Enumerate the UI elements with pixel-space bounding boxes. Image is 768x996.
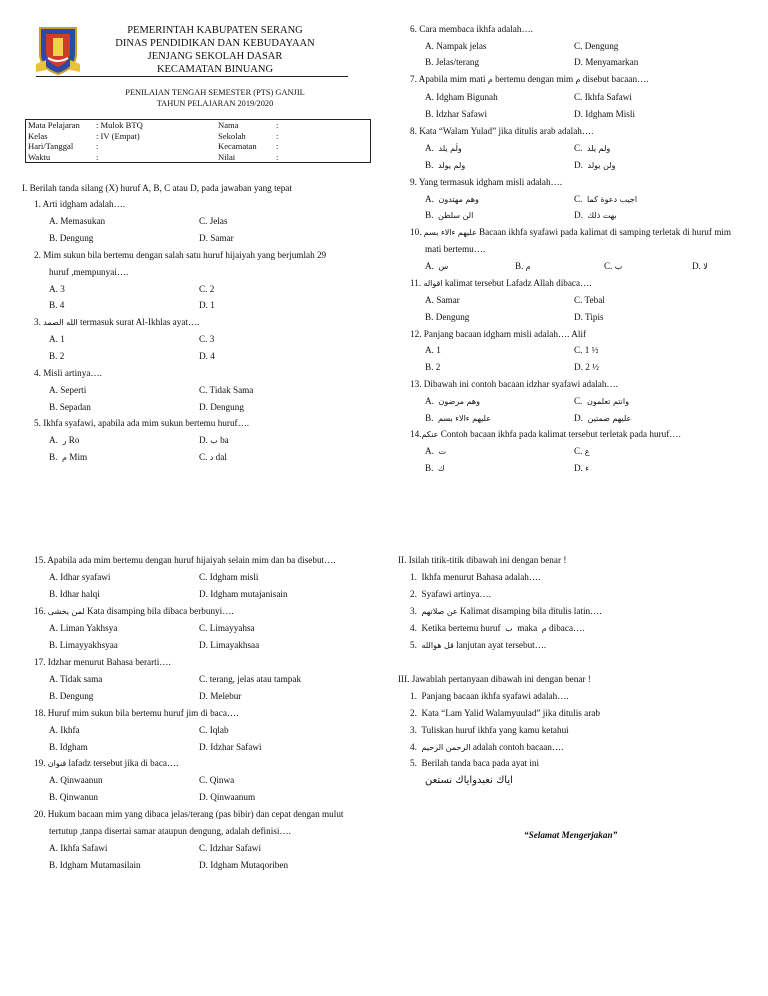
arabic-letter: ت bbox=[438, 447, 447, 456]
question-item-2 bbox=[410, 708, 600, 719]
info-value: : bbox=[276, 120, 279, 130]
option-c: C. 1 ½ bbox=[574, 345, 599, 355]
exam-title: PENILAIAN TENGAH SEMESTER (PTS) GANJIL bbox=[125, 88, 305, 97]
section-1-title: I. Berilah tanda silang (X) huruf A, B, C atau D, pada jawaban yang tepat bbox=[22, 183, 292, 193]
question-item-5 bbox=[410, 758, 539, 769]
option-b: B. Dengung bbox=[49, 233, 94, 243]
info-value: : bbox=[96, 141, 99, 151]
question-number: 10. bbox=[410, 227, 422, 237]
arabic-text: ولم يلد bbox=[587, 144, 611, 153]
question-text: bertemu dengan mim bbox=[495, 74, 574, 84]
question-item-1 bbox=[410, 691, 569, 702]
option-a bbox=[425, 143, 462, 154]
section-3-title: III. Jawablah pertanyaan dibawah ini dengan benar ! bbox=[398, 674, 591, 684]
option-c bbox=[574, 446, 590, 457]
question-text: disebut bacaan…. bbox=[582, 74, 649, 84]
question-number: 11. bbox=[410, 278, 422, 288]
option-letter: C. bbox=[574, 143, 583, 153]
question-text: Kata disamping bila dibaca berbunyi…. bbox=[86, 606, 234, 616]
item-number: 5. bbox=[410, 640, 417, 650]
item-number: 1. bbox=[410, 691, 417, 701]
option-a: A. Seperti bbox=[49, 385, 87, 395]
student-info-table bbox=[25, 119, 371, 163]
info-label: Kecamatan bbox=[218, 141, 257, 151]
item-text: Tuliskan huruf ikhfa yang kamu ketahui bbox=[421, 725, 569, 735]
section-2-title: II. Isilah titik-titik dibawah ini dengan benar ! bbox=[398, 555, 567, 565]
option-d: D. Tipis bbox=[574, 312, 604, 322]
arabic-text: بهت ذلك bbox=[587, 211, 617, 220]
arabic-text: عليهم ءالاء بسم bbox=[438, 414, 491, 423]
question-text: lafadz tersebut jika di baca…. bbox=[68, 758, 179, 768]
arabic-letter: د bbox=[209, 453, 214, 462]
question-text: kalimat tersebut Lafadz Allah dibaca…. bbox=[444, 278, 592, 288]
info-value: : bbox=[276, 141, 279, 151]
option-b: B. 2 bbox=[425, 362, 441, 372]
question-10-cont: mati bertemu…. bbox=[425, 244, 486, 254]
item-text: Ikhfa menurut Bahasa adalah…. bbox=[421, 572, 541, 582]
arabic-letter: ء bbox=[585, 464, 589, 473]
option-d: D. Qinwaanum bbox=[199, 792, 256, 802]
option-d: D. Melebur bbox=[199, 691, 242, 701]
option-b: B. Idhar halqi bbox=[49, 589, 100, 599]
arabic-letter: م bbox=[62, 453, 67, 462]
item-text: Ketika bertemu huruf bbox=[421, 623, 501, 633]
info-label: Nilai bbox=[218, 151, 236, 162]
option-letter: B. bbox=[515, 261, 524, 271]
arabic-text: عليهم ءالاء بسم bbox=[423, 228, 477, 237]
essay-item-2 bbox=[410, 589, 491, 600]
arabic-text: عنكم bbox=[421, 430, 439, 439]
option-c: C. Ikhfa Safawi bbox=[574, 92, 632, 102]
option-a: A. 1 bbox=[49, 334, 65, 344]
essay-item-3 bbox=[410, 606, 602, 617]
question-2-cont: huruf ,mempunyai…. bbox=[49, 267, 129, 277]
info-label: Waktu bbox=[28, 151, 51, 162]
option-b: B. Jelas/terang bbox=[425, 57, 480, 67]
option-letter: A. bbox=[425, 446, 434, 456]
question-text: Contoh bacaan ikhfa pada kalimat tersebut terletak pada huruf…. bbox=[440, 429, 681, 439]
option-b: B. Dengung bbox=[49, 691, 94, 701]
arabic-letter: ع bbox=[584, 447, 590, 456]
arabic-letter: ر bbox=[62, 436, 67, 445]
option-b: B. 4 bbox=[49, 300, 65, 310]
arabic-letter: ك bbox=[438, 464, 445, 473]
option-a bbox=[425, 396, 480, 407]
header-line-3: JENJANG SEKOLAH DASAR bbox=[147, 51, 283, 62]
option-d: D. Idzhar Safawi bbox=[199, 742, 262, 752]
question-19 bbox=[34, 758, 179, 769]
option-b: B. م Mim bbox=[49, 452, 88, 462]
question-5: 5. Ikhfa syafawi, apabila ada mim sukun bertemu huruf…. bbox=[34, 418, 250, 428]
arabic-text: وهم مهتدون bbox=[438, 195, 479, 204]
option-c: C. Iqlab bbox=[199, 725, 229, 735]
option-c bbox=[574, 143, 610, 154]
option-a: A. Nampak jelas bbox=[425, 41, 487, 51]
option-d bbox=[692, 261, 708, 272]
option-a: A. Ikhfa bbox=[49, 725, 80, 735]
option-c: C. Limayyahsa bbox=[199, 623, 255, 633]
option-c: C. Idzhar Safawi bbox=[199, 843, 261, 853]
item-number: 5. bbox=[410, 758, 417, 768]
item-text: adalah contoh bacaan…. bbox=[472, 742, 564, 752]
header-line-1: PEMERINTAH KABUPATEN SERANG bbox=[127, 25, 303, 36]
item-text: Kata “Lam Yalid Walamyuulad” jika ditulis arab bbox=[421, 708, 600, 718]
option-d bbox=[574, 413, 631, 424]
arabic-letter: م bbox=[575, 75, 581, 84]
arabic-text: ولن يولد bbox=[587, 161, 616, 170]
option-b bbox=[425, 413, 491, 424]
essay-item-5 bbox=[410, 640, 546, 651]
arabic-text: ولَم يلد bbox=[438, 144, 462, 153]
option-d: D. Samar bbox=[199, 233, 234, 243]
question-6: 6. Cara membaca ikhfa adalah…. bbox=[410, 24, 533, 34]
option-letter: D. bbox=[574, 160, 583, 170]
option-b: B. 2 bbox=[49, 351, 65, 361]
option-text: Mim bbox=[69, 452, 88, 462]
arabic-text: اجيب دعوة كما bbox=[587, 195, 638, 204]
question-item-4 bbox=[410, 742, 563, 753]
option-b: B. Limayyakhsyaa bbox=[49, 640, 118, 650]
option-letter: B. bbox=[425, 413, 434, 423]
option-c: C. د dal bbox=[199, 452, 227, 462]
arabic-text: اقواله bbox=[423, 279, 443, 288]
arabic-text: الن سلطن bbox=[438, 211, 474, 220]
option-b: B. Idgham bbox=[49, 742, 88, 752]
question-2: 2. Mim sukun bila bertemu dengan salah satu huruf hijaiyah yang berjumlah 29 bbox=[34, 250, 327, 260]
option-letter: C. bbox=[574, 446, 583, 456]
arabic-letter: لا bbox=[703, 262, 708, 271]
option-letter: B. bbox=[425, 160, 434, 170]
option-a: A. Idhar syafawi bbox=[49, 572, 111, 582]
question-number: 14. bbox=[410, 429, 422, 439]
question-3 bbox=[34, 317, 199, 328]
arabic-text: وهم مرضون bbox=[438, 397, 480, 406]
essay-item-4 bbox=[410, 623, 585, 634]
option-a: A. Memasukan bbox=[49, 216, 106, 226]
question-9: 9. Yang termasuk idgham misli adalah…. bbox=[410, 177, 563, 187]
option-c: C. 2 bbox=[199, 284, 215, 294]
option-letter: C. bbox=[604, 261, 613, 271]
question-15: 15. Apabila ada mim bertemu dengan huruf hijaiyah selain mim dan ba disebut…. bbox=[34, 555, 336, 565]
option-b: B. Idzhar Safawi bbox=[425, 109, 487, 119]
option-a: A. 3 bbox=[49, 284, 65, 294]
essay-item-1 bbox=[410, 572, 540, 583]
info-label: Mata Pelajaran bbox=[28, 120, 80, 130]
option-c: C. Qinwa bbox=[199, 775, 235, 785]
option-a: A. Idgham Bigunah bbox=[425, 92, 498, 102]
option-letter: A. bbox=[425, 194, 434, 204]
option-b: B. Idgham Mutamasilain bbox=[49, 860, 141, 870]
option-b bbox=[425, 210, 473, 221]
arabic-letter: م bbox=[487, 75, 493, 84]
item-text: Syafawi artinya…. bbox=[421, 589, 491, 599]
option-letter: A. bbox=[425, 396, 434, 406]
item-number: 2. bbox=[410, 708, 417, 718]
option-letter: D. bbox=[574, 210, 583, 220]
item-text: lanjutan ayat tersebut…. bbox=[456, 640, 547, 650]
info-value: : bbox=[276, 151, 279, 162]
option-a: A. 1 bbox=[425, 345, 441, 355]
option-d: D. 1 bbox=[199, 300, 215, 310]
option-letter: B. bbox=[425, 463, 434, 473]
item-text: Kalimat disamping bila ditulis latin…. bbox=[460, 606, 602, 616]
question-17: 17. Idzhar menurut Bahasa berarti…. bbox=[34, 657, 171, 667]
item-text: Panjang bacaan ikhfa syafawi adalah…. bbox=[421, 691, 569, 701]
header-divider bbox=[36, 76, 348, 77]
option-a: A. Liman Yakhsya bbox=[49, 623, 118, 633]
option-a bbox=[425, 446, 446, 457]
option-a: A. ر Ro bbox=[49, 435, 80, 445]
arabic-text: عليهم ضمتين bbox=[587, 414, 632, 423]
option-d: D. Idgham Misli bbox=[574, 109, 635, 119]
item-text: maka bbox=[517, 623, 538, 633]
option-letter: B. bbox=[425, 210, 434, 220]
option-d: D. Dengung bbox=[199, 402, 244, 412]
question-8: 8. Kata “Walam Yulad” jika ditulis arab adalah…. bbox=[410, 126, 594, 136]
question-text: Bacaan ikhfa syafawi pada kalimat di samping terletak di huruf mim bbox=[479, 227, 732, 237]
arabic-text: لمن يخشى bbox=[47, 607, 85, 616]
option-d bbox=[574, 463, 589, 474]
question-20: 20. Hukum bacaan mim yang dibaca jelas/terang (pas bibir) dan cepat dengan mulut bbox=[34, 809, 344, 819]
option-b: B. Sepadan bbox=[49, 402, 91, 412]
option-a: A. Qinwaanun bbox=[49, 775, 103, 785]
option-d: D. Idgham mutajanisain bbox=[199, 589, 288, 599]
option-b bbox=[425, 463, 445, 474]
option-text: ba bbox=[220, 435, 229, 445]
question-14 bbox=[410, 429, 681, 440]
option-c: C. Dengung bbox=[574, 41, 619, 51]
option-b bbox=[425, 160, 465, 171]
question-16 bbox=[34, 606, 234, 617]
option-d: D. Idgham Mutaqoriben bbox=[199, 860, 289, 870]
header-line-2: DINAS PENDIDIKAN DAN KEBUDAYAAN bbox=[115, 38, 315, 49]
item-text: dibaca…. bbox=[549, 623, 585, 633]
info-value: : bbox=[96, 151, 99, 162]
header-line-4: KECAMATAN BINUANG bbox=[156, 64, 274, 75]
option-b: B. Dengung bbox=[425, 312, 470, 322]
option-d bbox=[574, 160, 615, 171]
option-a bbox=[425, 261, 448, 272]
option-d: D. 2 ½ bbox=[574, 362, 600, 372]
option-d: D. ب ba bbox=[199, 435, 229, 445]
regency-logo bbox=[36, 24, 80, 76]
question-item-3 bbox=[410, 725, 569, 736]
arabic-letter: م bbox=[525, 262, 531, 271]
info-value: : bbox=[276, 130, 279, 141]
question-7 bbox=[410, 74, 649, 85]
arabic-text: الله الصمد bbox=[43, 318, 78, 327]
question-11 bbox=[410, 278, 592, 289]
arabic-letter: ب bbox=[614, 262, 623, 271]
option-text: Ro bbox=[68, 435, 80, 445]
option-letter: D. bbox=[692, 261, 701, 271]
question-12: 12. Panjang bacaan idgham misli adalah…. Alif bbox=[410, 329, 587, 339]
option-c: C. terang, jelas atau tampak bbox=[199, 674, 302, 684]
option-c: C. Jelas bbox=[199, 216, 228, 226]
question-number: 3. bbox=[34, 317, 41, 327]
arabic-letter: ب bbox=[505, 624, 513, 633]
option-c bbox=[574, 194, 637, 205]
option-b bbox=[515, 261, 531, 272]
option-letter: C. bbox=[574, 396, 583, 406]
item-number: 4. bbox=[410, 623, 417, 633]
option-c: C. Tebal bbox=[574, 295, 605, 305]
question-text: 7. Apabila mim mati bbox=[410, 74, 486, 84]
item-number: 4. bbox=[410, 742, 417, 752]
question-18: 18. Huruf mim sukun bila bertemu huruf jim di baca…. bbox=[34, 708, 239, 718]
question-10 bbox=[410, 227, 731, 238]
item-text: Berilah tanda baca pada ayat ini bbox=[421, 758, 540, 768]
question-1: 1. Arti idgham adalah…. bbox=[34, 199, 126, 209]
arabic-letter: س bbox=[438, 262, 449, 271]
option-letter: C. bbox=[574, 194, 583, 204]
item-number: 3. bbox=[410, 606, 417, 616]
option-letter: D. bbox=[574, 413, 583, 423]
option-text: dal bbox=[215, 452, 227, 462]
info-label: Kelas bbox=[28, 130, 48, 141]
question-13: 13. Dibawah ini contoh bacaan idzhar syafawi adalah…. bbox=[410, 379, 618, 389]
closing-message: “Selamat Mengerjakan” bbox=[524, 830, 618, 840]
question-text: termasuk surat Al-Ikhlas ayat…. bbox=[80, 317, 200, 327]
option-a bbox=[425, 194, 479, 205]
item-number: 1. bbox=[410, 572, 417, 582]
option-a: A. Ikhfa Safawi bbox=[49, 843, 108, 853]
option-c: C. 3 bbox=[199, 334, 215, 344]
arabic-text: عن صلاتهم bbox=[421, 607, 458, 616]
option-c bbox=[604, 261, 622, 272]
arabic-verse: اياك نعبدواياك نستعن bbox=[425, 775, 513, 786]
question-number: 16. bbox=[34, 606, 46, 616]
info-value: : Mulok BTQ bbox=[96, 120, 143, 130]
arabic-letter: ب bbox=[210, 436, 218, 445]
option-b: B. Qinwanun bbox=[49, 792, 98, 802]
option-a: A. Tidak sama bbox=[49, 674, 103, 684]
school-year: TAHUN PELAJARAN 2019/2020 bbox=[156, 99, 274, 108]
info-value: : IV (Empat) bbox=[96, 130, 140, 141]
option-a: A. Samar bbox=[425, 295, 460, 305]
option-c: C. Idgham misli bbox=[199, 572, 259, 582]
option-letter: A. bbox=[425, 261, 434, 271]
arabic-text: قنوان bbox=[47, 759, 67, 768]
option-d: D. Limayakhsaa bbox=[199, 640, 260, 650]
option-d: D. 4 bbox=[199, 351, 215, 361]
option-d bbox=[574, 210, 617, 221]
item-number: 2. bbox=[410, 589, 417, 599]
info-label: Sekolah bbox=[218, 130, 246, 141]
arabic-text: الرحمن الرحيم bbox=[421, 743, 471, 752]
info-label: Hari/Tanggal bbox=[28, 141, 74, 151]
question-20-cont: tertutup ,tanpa disertai samar ataupun dengung, adalah definisi…. bbox=[49, 826, 291, 836]
arabic-letter: م bbox=[541, 624, 547, 633]
arabic-text: ولم يولد bbox=[438, 161, 466, 170]
info-label: Nama bbox=[218, 120, 239, 130]
option-c: C. Tidak Sama bbox=[199, 385, 254, 395]
item-number: 3. bbox=[410, 725, 417, 735]
question-4: 4. Misli artinya…. bbox=[34, 368, 102, 378]
option-c bbox=[574, 396, 629, 407]
arabic-text: وانتم تعلمون bbox=[587, 397, 629, 406]
option-letter: D. bbox=[574, 463, 583, 473]
question-number: 19. bbox=[34, 758, 46, 768]
option-letter: A. bbox=[425, 143, 434, 153]
arabic-text: قل هوالله bbox=[421, 641, 454, 650]
option-d: D. Menyamarkan bbox=[574, 57, 639, 67]
